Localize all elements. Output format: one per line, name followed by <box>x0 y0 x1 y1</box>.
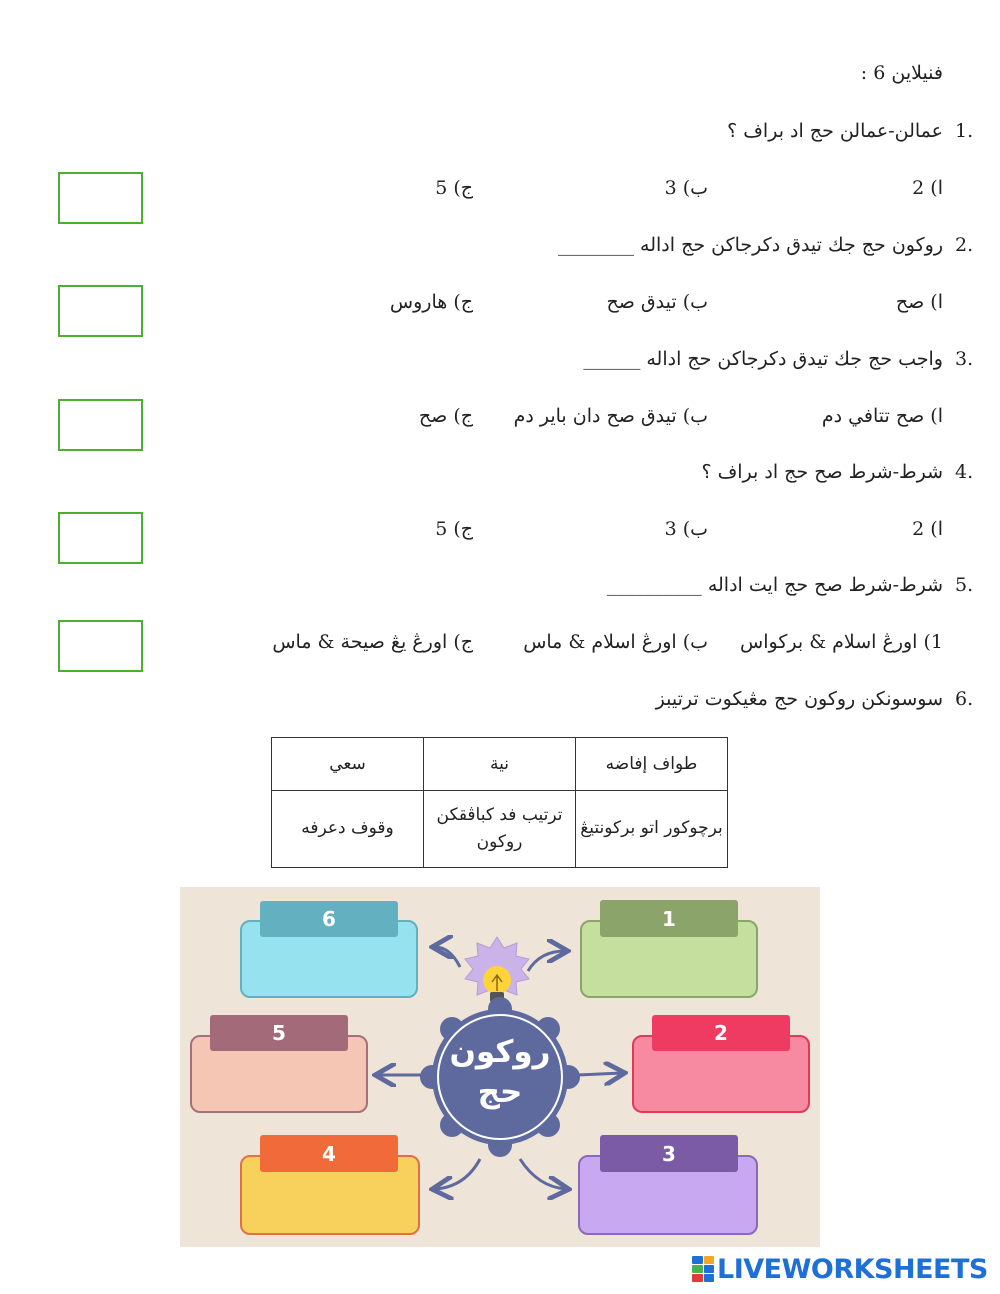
page-heading: فنيلاين 6 : <box>860 62 943 84</box>
table-header-cell: طواف إفاضه <box>576 738 728 791</box>
arrow-to-2 <box>578 1073 622 1075</box>
table-header-cell: نية <box>424 738 576 791</box>
table-cell: وقوف دعرفه <box>272 791 424 868</box>
question-2-text: روكون حج جك تيدق دكرجاكن حج اداله ________ <box>558 234 943 256</box>
box-5-label: 5 <box>210 1015 348 1051</box>
question-4-number: 4. <box>955 461 974 483</box>
q1-option-b: ب) 3 <box>664 177 708 199</box>
arrow-to-1 <box>528 951 565 971</box>
box-4-label: 4 <box>260 1135 398 1172</box>
question-3-text: واجب حج جك تيدق دكرجاكن حج اداله ______ <box>583 348 943 370</box>
question-6-text: سوسونكن روكون حج مڠيكوت ترتيبز <box>655 688 943 710</box>
arrow-to-4 <box>435 1159 480 1189</box>
q5-option-a: 1) اورڠ اسلام & بركواس <box>740 631 943 653</box>
q2-option-c: ج) هاروس <box>389 291 473 313</box>
box-6-label: 6 <box>260 901 398 937</box>
q3-option-c: ج) صح <box>418 405 473 427</box>
arrow-to-3 <box>520 1159 566 1189</box>
q4-option-a: ا) 2 <box>912 518 943 540</box>
q4-option-c: ج) 5 <box>435 518 473 540</box>
rukun-haji-diagram <box>180 887 820 1247</box>
question-1-number: 1. <box>955 120 974 142</box>
question-3-number: 3. <box>955 348 974 370</box>
question-1-text: عمالن-عمالن حج اد براف ؟ <box>727 120 943 142</box>
q3-option-a: ا) صح تتافي دم <box>821 405 943 427</box>
question-5-number: 5. <box>955 574 974 596</box>
box-2-label: 2 <box>652 1015 790 1051</box>
liveworksheets-mark-icon <box>692 1256 714 1282</box>
box-3-label: 3 <box>600 1135 738 1172</box>
q1-answer-box[interactable] <box>58 172 143 224</box>
q4-answer-box[interactable] <box>58 512 143 564</box>
q3-option-b: ب) تيدق صح دان باير دم <box>513 405 708 427</box>
center-title: روكون حج <box>449 1034 551 1110</box>
q2-option-a: ا) صح <box>895 291 943 313</box>
q5-answer-box[interactable] <box>58 620 143 672</box>
table-header-cell: سعي <box>272 738 424 791</box>
arrow-to-6 <box>435 947 460 967</box>
table-cell: برچوكور اتو بركونتيڠ <box>576 791 728 868</box>
question-6-number: 6. <box>955 688 974 710</box>
question-2-number: 2. <box>955 234 974 256</box>
q3-answer-box[interactable] <box>58 399 143 451</box>
box-1-label: 1 <box>600 900 738 937</box>
q2-option-b: ب) تيدق صح <box>606 291 708 313</box>
rukun-table <box>271 737 728 868</box>
q1-option-c: ج) 5 <box>435 177 473 199</box>
watermark-text: LIVEWORKSHEETS <box>717 1253 988 1285</box>
q4-option-b: ب) 3 <box>664 518 708 540</box>
q2-answer-box[interactable] <box>58 285 143 337</box>
q5-option-c: ج) اورڠ يڠ صيحة & ماس <box>272 631 473 653</box>
lightbulb-icon <box>465 937 529 1002</box>
table-cell: ترتيب فد كباڤقكن روكون <box>424 791 576 868</box>
question-4-text: شرط-شرط صح حج اد براف ؟ <box>701 461 943 483</box>
liveworksheets-logo <box>692 1254 988 1284</box>
q5-option-b: ب) اورڠ اسلام & ماس <box>523 631 708 653</box>
question-5-text: شرط-شرط صح حج ايت اداله __________ <box>606 574 943 596</box>
q1-option-a: ا) 2 <box>912 177 943 199</box>
